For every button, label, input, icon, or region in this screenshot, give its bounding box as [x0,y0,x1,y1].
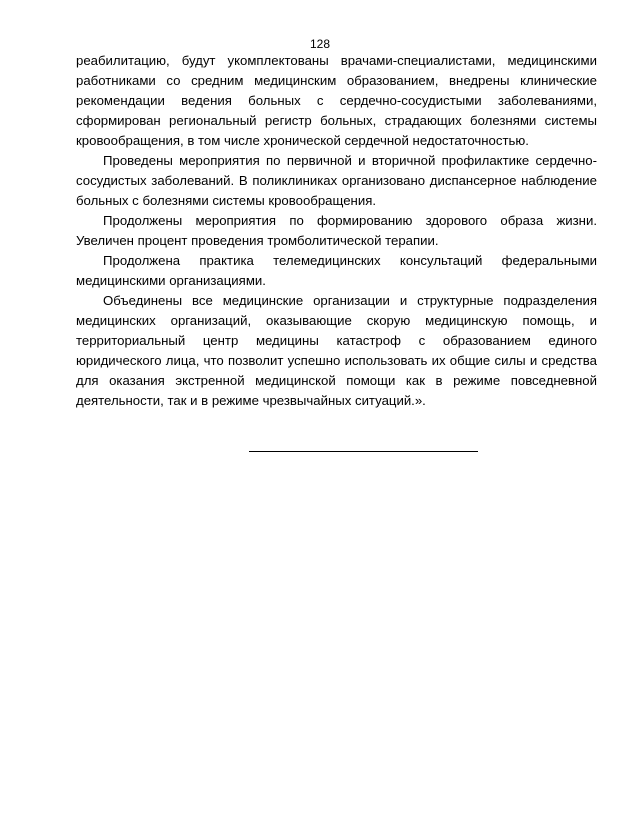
paragraph-rehabilitation: реабилитацию, будут укомплектованы врачами-специалистами, медицинскими работниками со средним медицинским образованием, внедрены клинические рекомендации ведения больных с сердечно-сосудистыми заболеваниями, сформирован региональный регистр больных, страдающих болезнями системы кровообращения, в том числе хронической сердечной недостаточностью. [76,53,597,148]
paragraph-emergency-services: Объединены все медицинские организации и структурные подразделения медицинских организаций, оказывающие скорую медицинскую помощь, и территориальный центр медицины катастроф с образованием единого юридического лица, что позволит успешно использовать их общие силы и средства для оказания экстренной медицинской помощи как в режиме повседневной деятельности, так и в режиме чрезвычайных ситуаций.». [76,293,597,408]
paragraph-prevention: Проведены мероприятия по первичной и вторичной профилактике сердечно-сосудистых заболеваний. В поликлиниках организовано диспансерное наблюдение больных с болезнями системы кровообращения. [76,153,597,208]
document-body [76,51,597,411]
page-number: 128 [309,37,331,51]
paragraph-healthy-lifestyle: Продолжены мероприятия по формированию здорового образа жизни. Увеличен процент проведения тромболитической терапии. [76,213,597,248]
paragraph-telemedicine: Продолжена практика телемедицинских консультаций федеральными медицинскими организациями. [76,253,597,288]
end-separator-line [249,451,478,452]
